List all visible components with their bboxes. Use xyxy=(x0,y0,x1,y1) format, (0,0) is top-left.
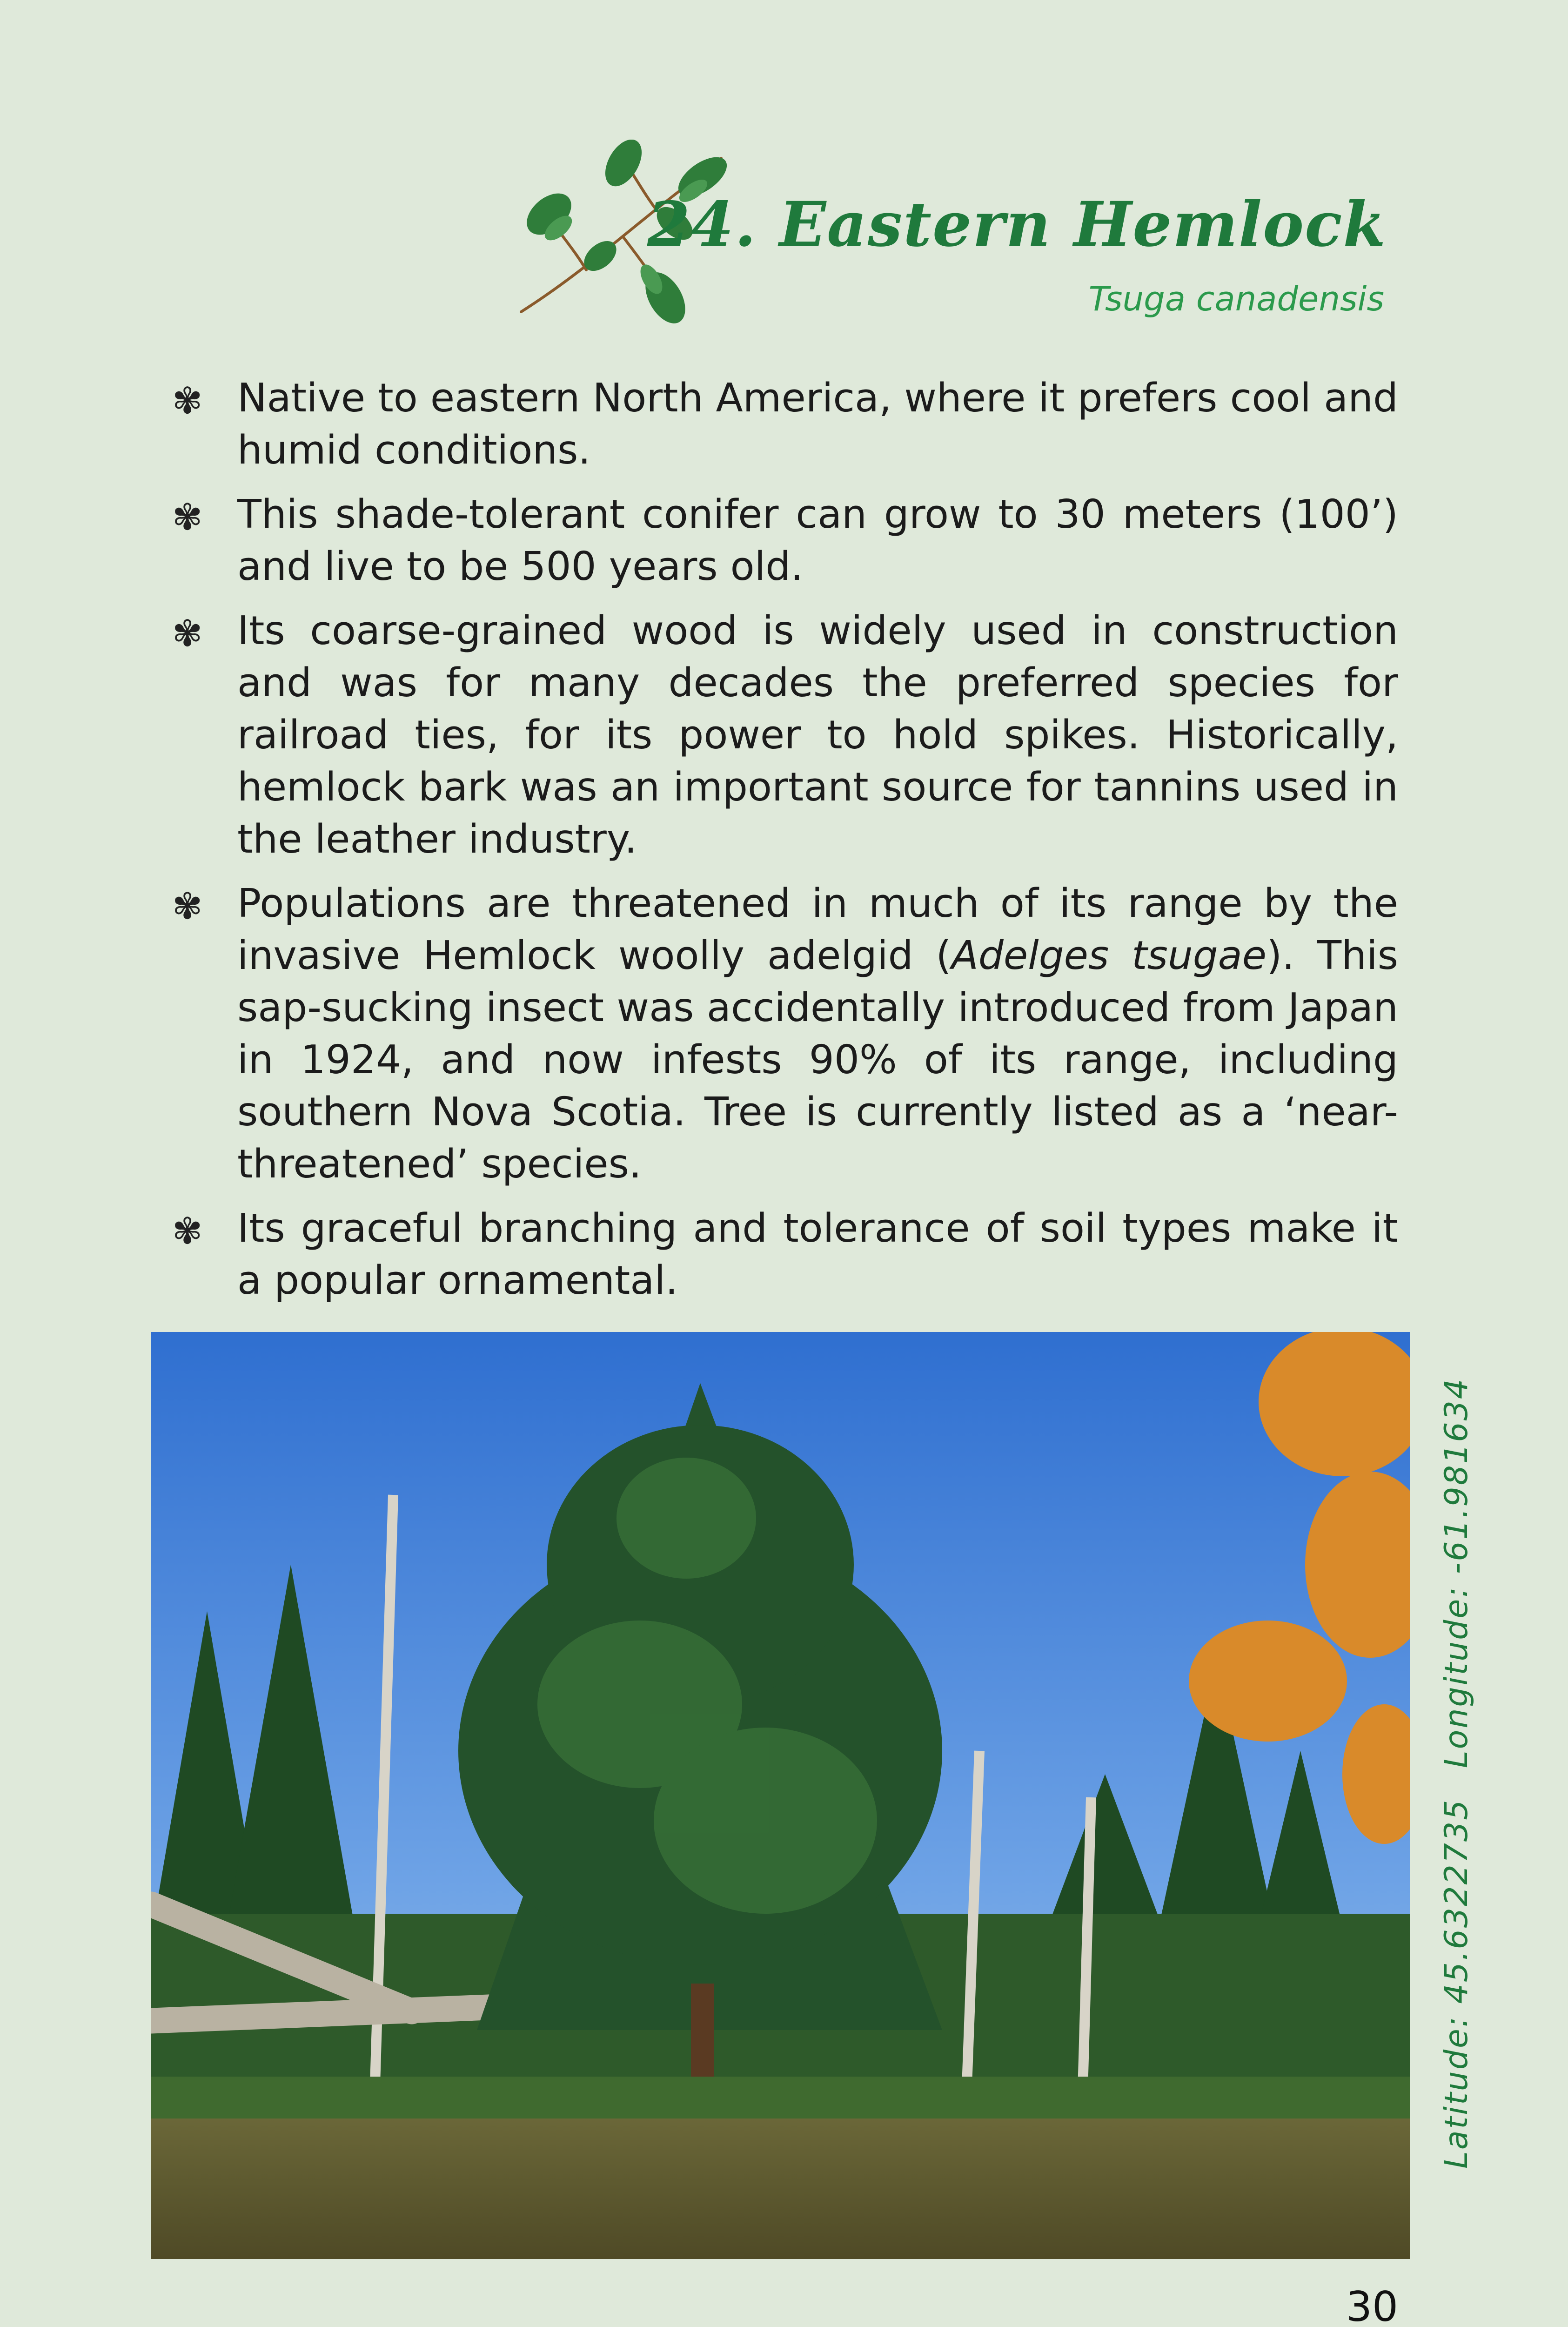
longitude: Longitude: -61.981634 xyxy=(1438,1378,1475,1769)
list-item xyxy=(172,489,1398,593)
species-italic: Adelges tsugae xyxy=(951,933,1267,979)
coordinates xyxy=(1433,1378,1480,2169)
page-title: 24. Eastern Hemlock xyxy=(647,188,1387,261)
bullet-text-after: ). This sap-sucking insect was accidentally introduced from Japan in 1924, and now infests 90% of its range, including southern Nova Scotia. Tree is currently listed as a ‘near-threatened’ species. xyxy=(237,933,1398,1187)
bullet-text: Its graceful branching and tolerance of soil types make it a popular ornamental. xyxy=(237,1205,1398,1304)
flower-bullet-icon: ✾ xyxy=(172,1211,203,1252)
page-number: 30 xyxy=(1346,2283,1398,2327)
list-item xyxy=(172,605,1398,866)
fact-list xyxy=(172,372,1398,1319)
hemlock-tree-photo xyxy=(151,1332,1410,2259)
bullet-text: Native to eastern North America, where it prefers cool and humid conditions. xyxy=(237,375,1398,473)
bullet-text: This shade-tolerant conifer can grow to 30 meters (100’) and live to be 500 years old. xyxy=(237,491,1398,590)
scientific-name: Tsuga canadensis xyxy=(1088,279,1384,318)
list-item xyxy=(172,372,1398,477)
bullet-text-before: Populations are threatened in much of its range by the invasive Hemlock woolly adelgid ( xyxy=(237,881,1398,979)
list-item xyxy=(172,1203,1398,1307)
list-item xyxy=(172,878,1398,1190)
flower-bullet-icon: ✾ xyxy=(172,886,203,928)
bullet-text: Its coarse-grained wood is widely used in construction and was for many decades the preferred species for railroad ties, for its power to hold spikes. Historically, hemlock bark was an important source for tannins used in the leather industry. xyxy=(237,608,1398,862)
latitude: Latitude: 45.6322735 xyxy=(1438,1798,1475,2169)
flower-bullet-icon: ✾ xyxy=(172,380,203,422)
flower-bullet-icon: ✾ xyxy=(172,497,203,538)
flower-bullet-icon: ✾ xyxy=(172,613,203,655)
